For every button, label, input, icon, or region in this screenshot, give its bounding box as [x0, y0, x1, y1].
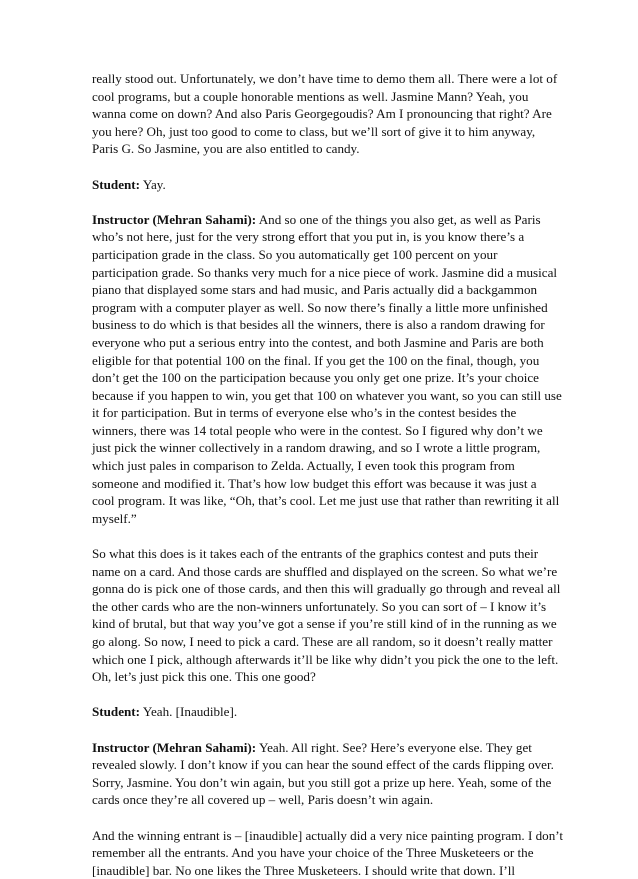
- text-line: wanna come on down? And also Paris Georgegoudis? Am I pronouncing that right? Are: [92, 106, 552, 122]
- text-line: remember all the entrants. And you have your choice of the Three Musketeers or the: [92, 845, 534, 861]
- paragraph: [92, 70, 558, 158]
- text-run: Yay.: [140, 176, 166, 192]
- text-line: because if you happen to win, you get that 100 on whatever you want, so you can still use: [92, 387, 562, 403]
- text-line: participation grade. So thanks very much for a nice piece of work. Jasmine did a musical: [92, 264, 558, 280]
- text-line: eligible for that potential 100 on the final. If you get the 100 on the final, though, you: [92, 352, 540, 368]
- paragraph: [92, 211, 562, 528]
- text-line: you here? Oh, just too good to come to class, but we’ll sort of give it to him anyway,: [92, 123, 536, 139]
- text-line: kind of brutal, but that way you’ve got a sense if you’re still kind of in the running as we: [92, 616, 557, 632]
- text-line: [92, 176, 546, 194]
- text-line: piano that displayed some stars and had music, and Paris actually did a backgammon: [92, 282, 538, 298]
- transcript-page: [92, 70, 564, 879]
- text-line: Sorry, Jasmine. You don’t win again, but you still got a prize up here. Yeah, some of the: [92, 774, 552, 790]
- text-line: who’s not here, just for the very strong effort that you put in, is you know there’s a: [92, 229, 525, 245]
- paragraph: [92, 739, 554, 809]
- speaker-label: Instructor (Mehran Sahami):: [92, 739, 257, 755]
- speaker-label: Instructor (Mehran Sahami):: [92, 211, 257, 227]
- text-line: myself.”: [92, 510, 137, 526]
- text-line: [92, 703, 546, 721]
- text-line: cool program. It was like, “Oh, that’s cool. Let me just use that rather than rewriting it all: [92, 493, 560, 509]
- text-line: [92, 211, 546, 229]
- text-line: winners, there was 14 total people who were in the contest. So I figured why don’t we: [92, 422, 543, 438]
- text-line: which one I pick, although afterwards it’ll be like why didn’t you pick the one to the left.: [92, 651, 559, 667]
- text-line: go along. So now, I need to pick a card. These are all random, so it doesn’t really matter: [92, 634, 553, 649]
- text-line: So what this does is it takes each of the entrants of the graphics contest and puts their: [92, 546, 539, 562]
- text-line: [92, 739, 546, 757]
- text-line: business to do which is that besides all the winners, there is also a random drawing for: [92, 317, 545, 333]
- text-run: Yeah. All right. See? Here’s everyone else. They get: [256, 739, 532, 755]
- text-line: revealed slowly. I don’t know if you can hear the sound effect of the cards flipping over.: [92, 757, 554, 773]
- text-line: participation grade in the class. So you automatically get 100 percent on your: [92, 246, 498, 262]
- text-line: program with a computer player as well. So now there’s finally a little more unfinished: [92, 299, 548, 315]
- text-run: And so one of the things you also get, as well as Paris: [256, 211, 541, 227]
- text-line: cards once they’re all covered up – well, Paris doesn’t win again.: [92, 792, 434, 808]
- paragraph: [92, 176, 546, 194]
- text-line: And the winning entrant is – [inaudible] actually did a very nice painting program. I don’t: [92, 827, 564, 843]
- text-line: Paris G. So Jasmine, you are also entitled to candy.: [92, 141, 360, 157]
- text-line: everyone who put a serious entry into the contest, and both Jasmine and Paris are both: [92, 334, 544, 350]
- text-line: which just pales in comparison to Zelda. Actually, I even took this program from: [92, 458, 515, 474]
- text-line: just pick the winner collectively in a random drawing, and so I wrote a little program,: [92, 440, 541, 456]
- text-line: gonna do is pick one of those cards, and then this will gradually go through and reveal all: [92, 581, 561, 597]
- text-line: don’t get the 100 on the participation because you only get one prize. It’s your choice: [92, 370, 539, 386]
- paragraph: [92, 827, 564, 879]
- speaker-label: Student:: [92, 176, 141, 192]
- text-line: [inaudible] bar. No one likes the Three Musketeers. I should write that down. I’ll: [92, 862, 516, 878]
- text-line: really stood out. Unfortunately, we don’t have time to demo them all. There were a lot of: [92, 71, 558, 86]
- speaker-label: Student:: [92, 704, 141, 720]
- text-line: it for participation. But in terms of everyone else who’s in the contest besides the: [92, 405, 517, 421]
- text-line: the other cards who are the non-winners unfortunately. So you can sort of – I know it’s: [92, 598, 547, 614]
- text-line: cool programs, but a couple honorable mentions as well. Jasmine Mann? Yeah, you: [92, 88, 529, 104]
- paragraph: [92, 545, 561, 686]
- text-line: Oh, let’s just pick this one. This one good?: [92, 669, 316, 685]
- text-line: someone and modified it. That’s how low budget this effort was because it was just a: [92, 475, 537, 491]
- text-run: Yeah. [Inaudible].: [140, 704, 238, 720]
- paragraph: [92, 703, 546, 721]
- text-line: name on a card. And those cards are shuffled and displayed on the screen. So what we’re: [92, 563, 558, 579]
